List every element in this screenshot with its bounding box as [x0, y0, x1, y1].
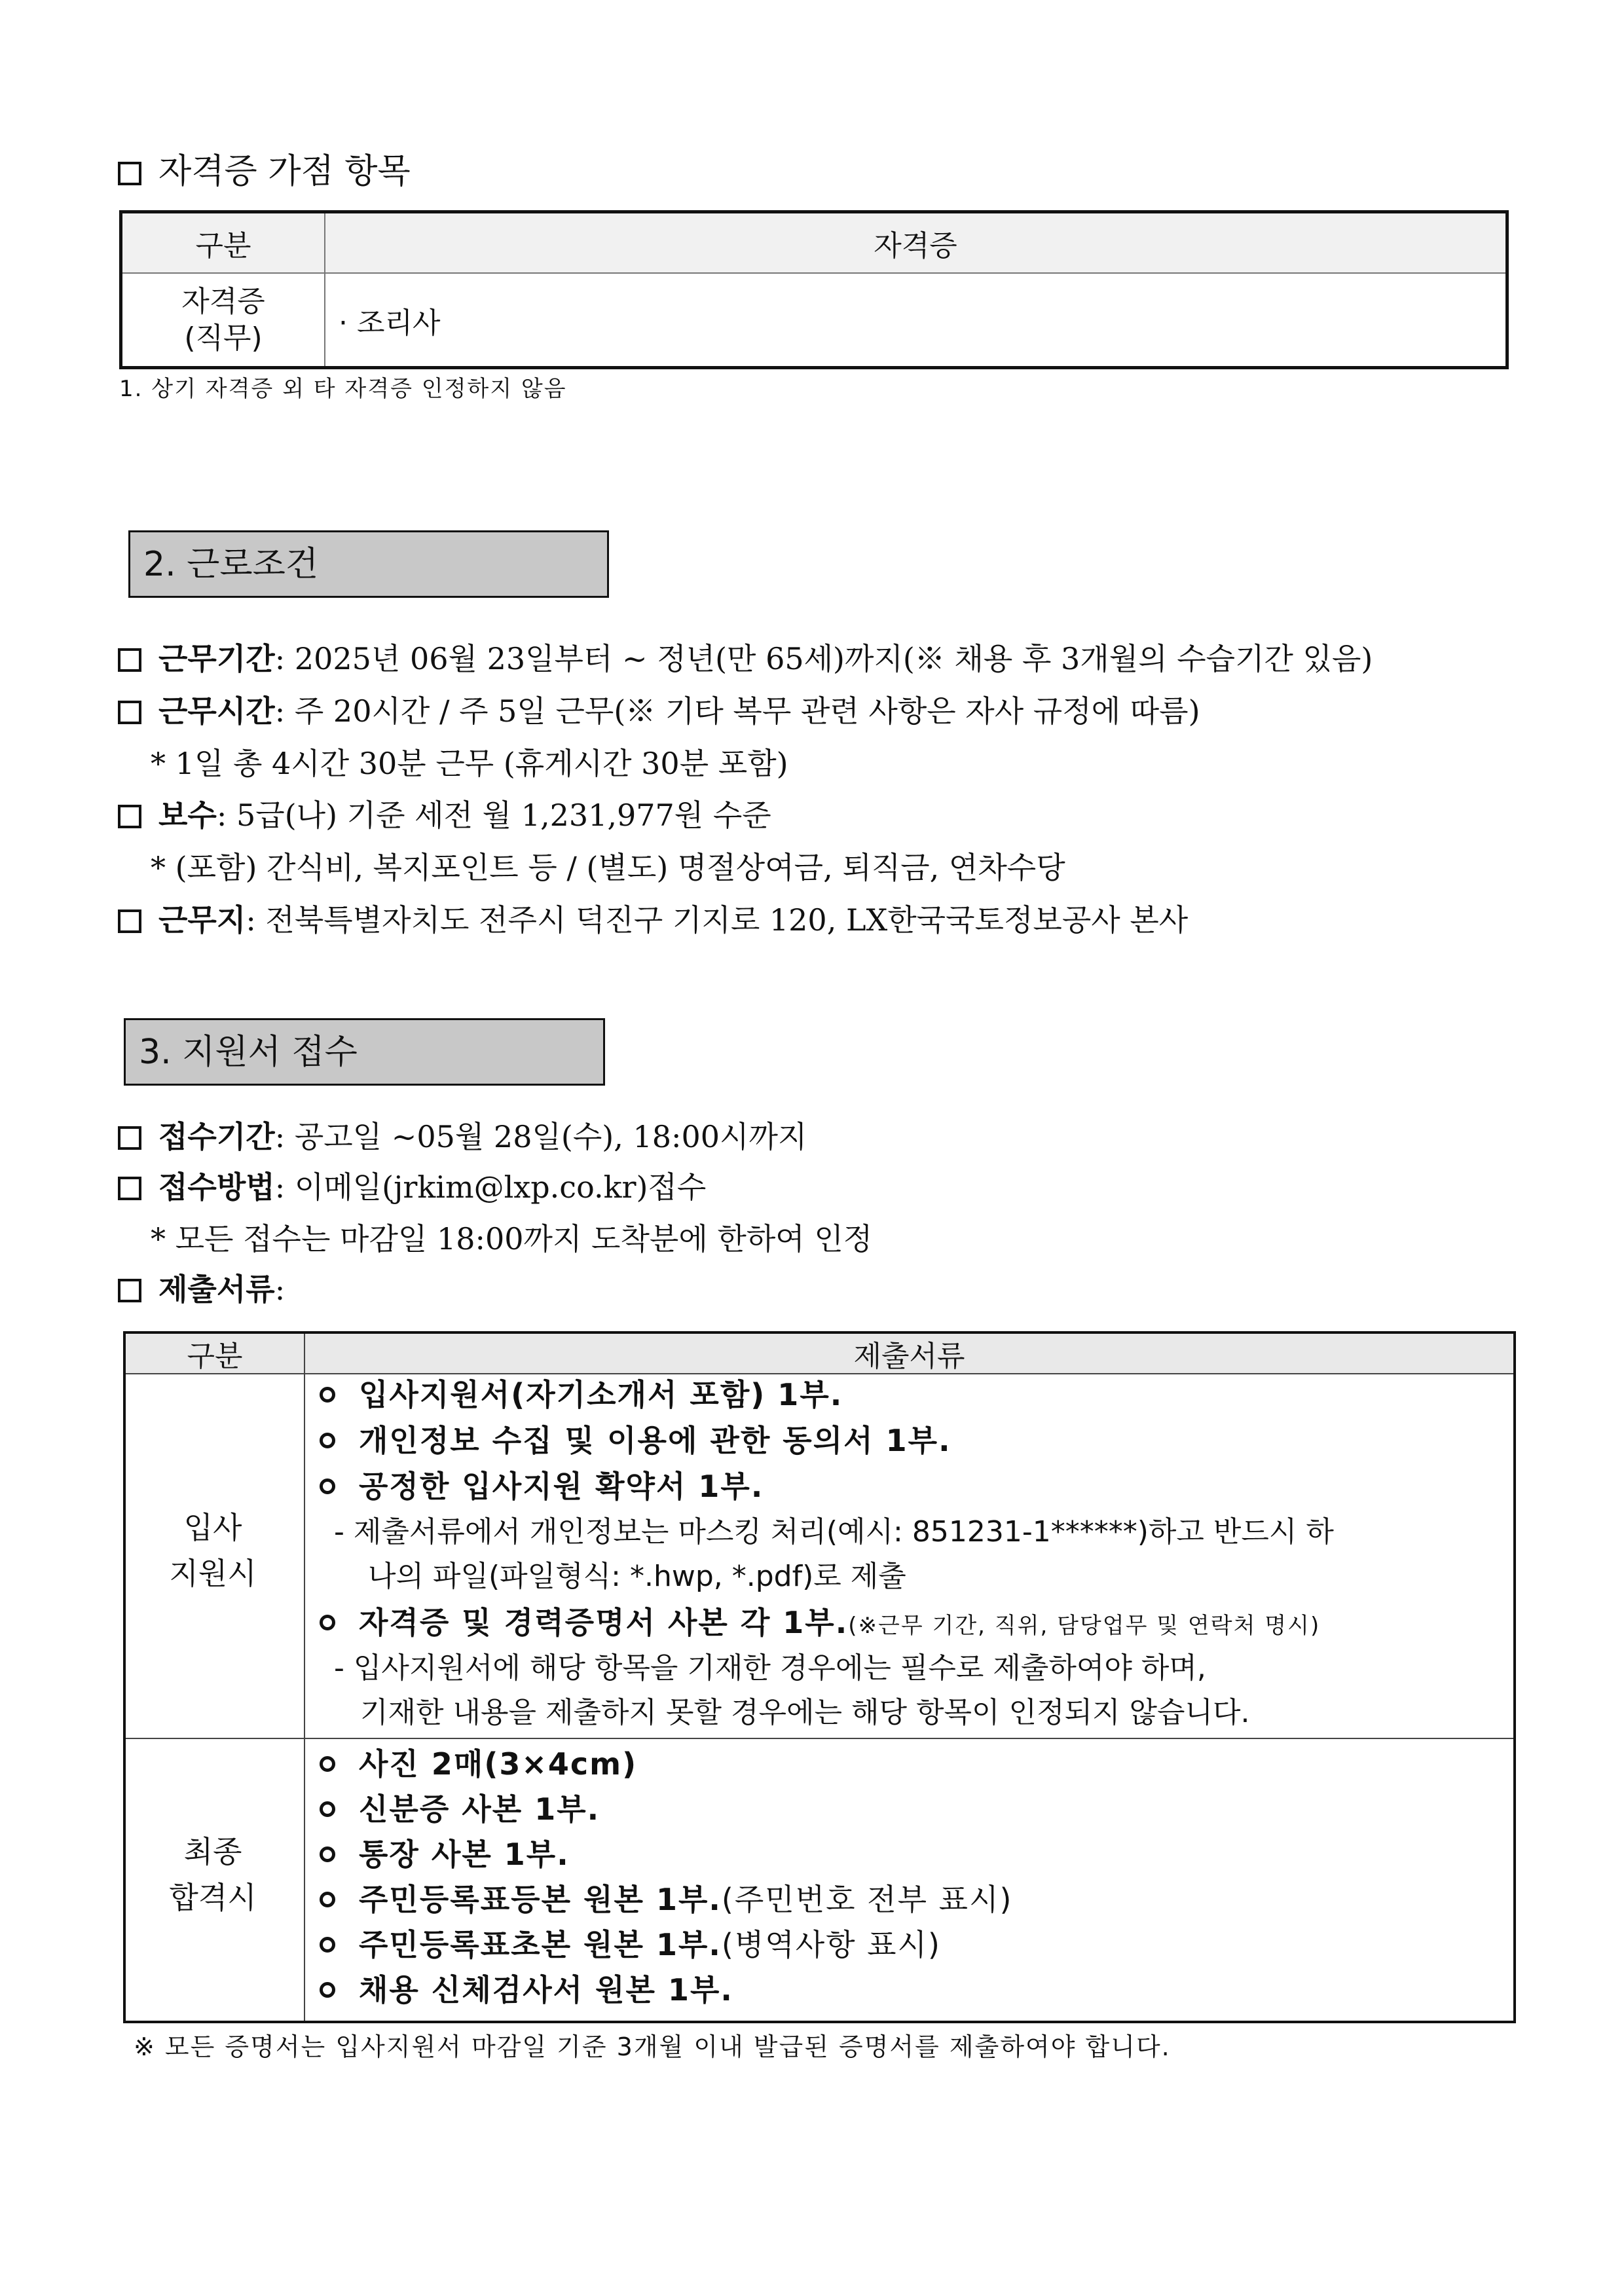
- section2-heading: 2. 근로조건: [128, 530, 609, 598]
- docs-group1-item4: 자격증 및 경력증명서 사본 각 1부.(※근무 기간, 직위, 담당업무 및 연락처 명시): [320, 1602, 1320, 1647]
- docs-group2-label: [124, 1829, 301, 1920]
- cert-table-col2: 자격증: [874, 229, 957, 263]
- section3-item-period: 접수기간: 공고일 ~05월 28일(수), 18:00시까지: [118, 1117, 807, 1156]
- docs-table-col1: 구분: [187, 1340, 243, 1373]
- cert-table-col1: 구분: [195, 229, 251, 263]
- docs-group1-sub2-line2: 기재한 내용을 제출하지 못할 경우에는 해당 항목이 인정되지 않습니다.: [360, 1696, 1250, 1729]
- cert-table: [119, 210, 1509, 369]
- docs-group2-item6: 채용 신체검사서 원본 1부.: [320, 1969, 733, 2011]
- circle-bullet-icon: [320, 1846, 335, 1862]
- circle-bullet-icon: [320, 1982, 335, 1998]
- cert-row-label-1: 자격증: [181, 285, 265, 318]
- circle-bullet-icon: [320, 1937, 335, 1953]
- docs-group2-item5: 주민등록표초본 원본 1부.(병역사항 표시): [320, 1924, 941, 1966]
- docs-group1-label: [124, 1505, 301, 1596]
- docs-group1-item3: 공정한 입사지원 확약서 1부.: [320, 1465, 764, 1507]
- docs-footnote: ※ 모든 증명서는 입사지원서 마감일 기준 3개월 이내 발급된 증명서를 제출하여야 합니다.: [134, 2032, 1171, 2061]
- docs-group1-label-2: 지원시: [169, 1556, 257, 1591]
- cert-section-title: 자격증 가점 항목: [158, 152, 411, 191]
- checkbox-icon: [118, 909, 141, 933]
- cert-row-label-2: (직무): [184, 321, 263, 355]
- section2-item-pay: 보수: 5급(나) 기준 세전 월 1,231,977원 수준: [118, 796, 771, 835]
- docs-group1-item1: 입사지원서(자기소개서 포함) 1부.: [320, 1374, 843, 1416]
- circle-bullet-icon: [320, 1478, 335, 1494]
- docs-group1-sub1-line2: 나의 파일(파일형식: *.hwp, *.pdf)로 제출: [368, 1560, 906, 1593]
- circle-bullet-icon: [320, 1892, 335, 1907]
- section2-item-period: 근무기간: 2025년 06월 23일부터 ~ 정년(만 65세)까지(※ 채용 후 3개월의 수습기간 있음): [118, 639, 1373, 678]
- docs-group1-label-1: 입사: [183, 1510, 242, 1545]
- docs-group2-label-1: 최종: [183, 1834, 242, 1869]
- section2-note-hours: * 1일 총 4시간 30분 근무 (휴게시간 30분 포함): [151, 746, 788, 781]
- circle-bullet-icon: [320, 1756, 335, 1772]
- checkbox-icon: [118, 1126, 141, 1150]
- circle-bullet-icon: [320, 1801, 335, 1817]
- docs-group2-item4: 주민등록표등본 원본 1부.(주민번호 전부 표시): [320, 1879, 1013, 1920]
- section3-item-method: 접수방법: 이메일(jrkim@lxp.co.kr)접수: [118, 1167, 706, 1207]
- cert-row-label: [122, 274, 324, 367]
- checkbox-icon: [118, 701, 141, 724]
- checkbox-icon: [118, 162, 141, 185]
- checkbox-icon: [118, 1177, 141, 1200]
- circle-bullet-icon: [320, 1615, 335, 1630]
- checkbox-icon: [118, 648, 141, 672]
- docs-group2-item2: 신분증 사본 1부.: [320, 1788, 600, 1830]
- cert-note: 1. 상기 자격증 외 타 자격증 인정하지 않음: [119, 376, 567, 402]
- section2-item-location: 근무지: 전북특별자치도 전주시 덕진구 기지로 120, LX한국국토정보공사 본사: [118, 900, 1188, 940]
- docs-group1-sub1-line1: - 제출서류에서 개인정보는 마스킹 처리(예시: 851231-1******)하고 반드시 하: [334, 1515, 1334, 1549]
- section3-heading: 3. 지원서 접수: [124, 1018, 605, 1086]
- docs-group2-label-2: 합격시: [169, 1880, 257, 1915]
- docs-group2-item3: 통장 사본 1부.: [320, 1833, 570, 1875]
- section3-note: * 모든 접수는 마감일 18:00까지 도착분에 한하여 인정: [151, 1221, 873, 1257]
- checkbox-icon: [118, 805, 141, 828]
- cert-row-value: · 조리사: [339, 306, 441, 340]
- docs-table-col2: 제출서류: [853, 1340, 965, 1373]
- section3-item-docs: 제출서류:: [118, 1270, 285, 1309]
- section2-item-hours: 근무시간: 주 20시간 / 주 5일 근무(※ 기타 복무 관련 사항은 자사 규정에 따름): [118, 691, 1200, 731]
- docs-group1-sub2-line1: - 입사지원서에 해당 항목을 기재한 경우에는 필수로 제출하여야 하며,: [334, 1651, 1206, 1685]
- cert-section-heading: [118, 152, 411, 191]
- circle-bullet-icon: [320, 1433, 335, 1448]
- section2-note-pay: * (포함) 간식비, 복지포인트 등 / (별도) 명절상여금, 퇴직금, 연차수당: [151, 850, 1065, 885]
- circle-bullet-icon: [320, 1387, 335, 1403]
- docs-group1-item2: 개인정보 수집 및 이용에 관한 동의서 1부.: [320, 1420, 951, 1461]
- checkbox-icon: [118, 1279, 141, 1302]
- docs-group2-item1: 사진 2매(3×4cm): [320, 1743, 637, 1785]
